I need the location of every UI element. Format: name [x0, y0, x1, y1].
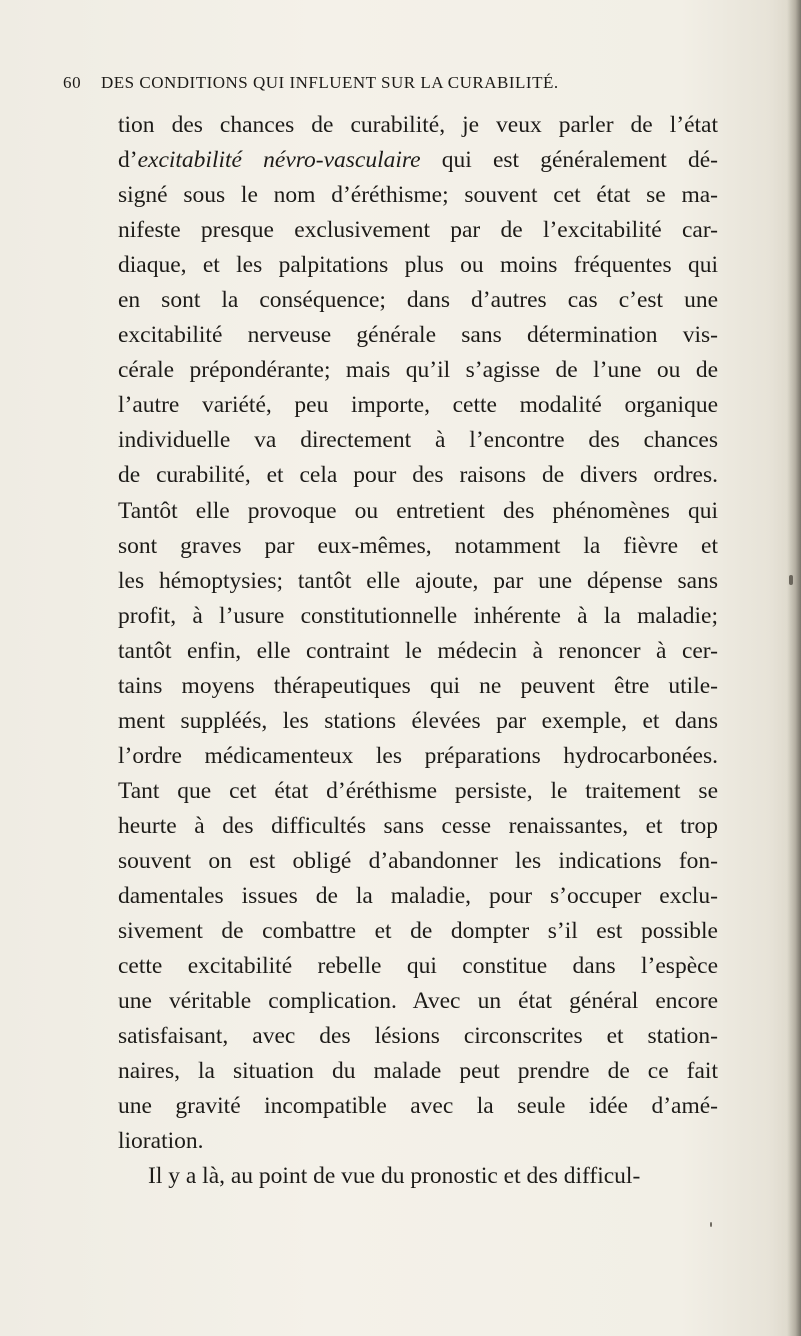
- text-line-20: Tant que cet état d’éréthisme persiste, le traitement se: [118, 777, 718, 804]
- text-line-17: tains moyens thérapeutiques qui ne peuvent être utile-: [118, 672, 718, 699]
- body-text: [118, 108, 718, 1194]
- paper-speck: [789, 575, 793, 585]
- text-line-6: en sont la conséquence; dans d’autres cas c’est une: [118, 287, 718, 314]
- text-line-25: cette excitabilité rebelle qui constitue dans l’espèce: [118, 953, 718, 980]
- text-line-27: satisfaisant, avec des lésions circonscrites et station-: [118, 1023, 718, 1050]
- text-line-7: excitabilité nerveuse générale sans détermination vis-: [118, 322, 718, 349]
- text-line-30: lioration.: [118, 1128, 204, 1155]
- text-line-31: Il y a là, au point de vue du pronostic et des difficul-: [148, 1163, 641, 1190]
- text-line-3: signé sous le nom d’éréthisme; souvent cet état se ma-: [118, 182, 718, 209]
- text-line-18: ment suppléés, les stations élevées par exemple, et dans: [118, 707, 718, 734]
- text-line-28: naires, la situation du malade peut prendre de ce fait: [118, 1058, 718, 1085]
- text-line-2-suffix: qui est généralement dé-: [420, 147, 718, 174]
- text-line-14: les hémoptysies; tantôt elle ajoute, par une dépense sans: [118, 567, 718, 594]
- text-line-29: une gravité incompatible avec la seule idée d’amé-: [118, 1093, 718, 1120]
- text-line-24: sivement de combattre et de dompter s’il est possible: [118, 918, 718, 945]
- text-line-22: souvent on est obligé d’abandonner les indications fon-: [118, 847, 718, 874]
- text-line-1: tion des chances de curabilité, je veux parler de l’état: [118, 112, 718, 138]
- text-line-13: sont graves par eux-mêmes, notamment la fièvre et: [118, 532, 718, 559]
- text-line-10: individuelle va directement à l’encontre des chances: [118, 427, 718, 454]
- italic-term: excitabilité névro-vasculaire: [137, 147, 421, 174]
- text-line-8: cérale prépondérante; mais qu’il s’agisse de l’une ou de: [118, 357, 718, 384]
- text-line-15: profit, à l’usure constitutionnelle inhérente à la maladie;: [118, 602, 718, 629]
- text-line-2: [118, 143, 718, 178]
- page-header: [63, 73, 683, 97]
- text-line-4: nifeste presque exclusivement par de l’excitabilité car-: [118, 217, 718, 244]
- page-number: 60: [63, 73, 82, 92]
- text-line-11: de curabilité, et cela pour des raisons de divers ordres.: [118, 462, 718, 489]
- text-line-26: une véritable complication. Avec un état général encore: [118, 988, 718, 1015]
- text-line-2-prefix: d’: [118, 147, 138, 174]
- text-line-19: l’ordre médicamenteux les préparations hydrocarbonées.: [118, 742, 718, 769]
- running-title: DES CONDITIONS QUI INFLUENT SUR LA CURABILITÉ.: [101, 73, 559, 92]
- text-line-9: l’autre variété, peu importe, cette modalité organique: [118, 392, 718, 419]
- text-line-16: tantôt enfin, elle contraint le médecin à renoncer à cer-: [118, 637, 718, 664]
- text-line-5: diaque, et les palpitations plus ou moins fréquentes qui: [118, 252, 718, 279]
- text-line-21: heurte à des difficultés sans cesse renaissantes, et trop: [118, 812, 718, 839]
- text-line-12: Tantôt elle provoque ou entretient des phénomènes qui: [118, 497, 718, 524]
- text-line-23: damentales issues de la maladie, pour s’occuper exclu-: [118, 883, 718, 910]
- page-gutter-shadow: [787, 0, 801, 1336]
- paper-speck: [710, 1222, 712, 1227]
